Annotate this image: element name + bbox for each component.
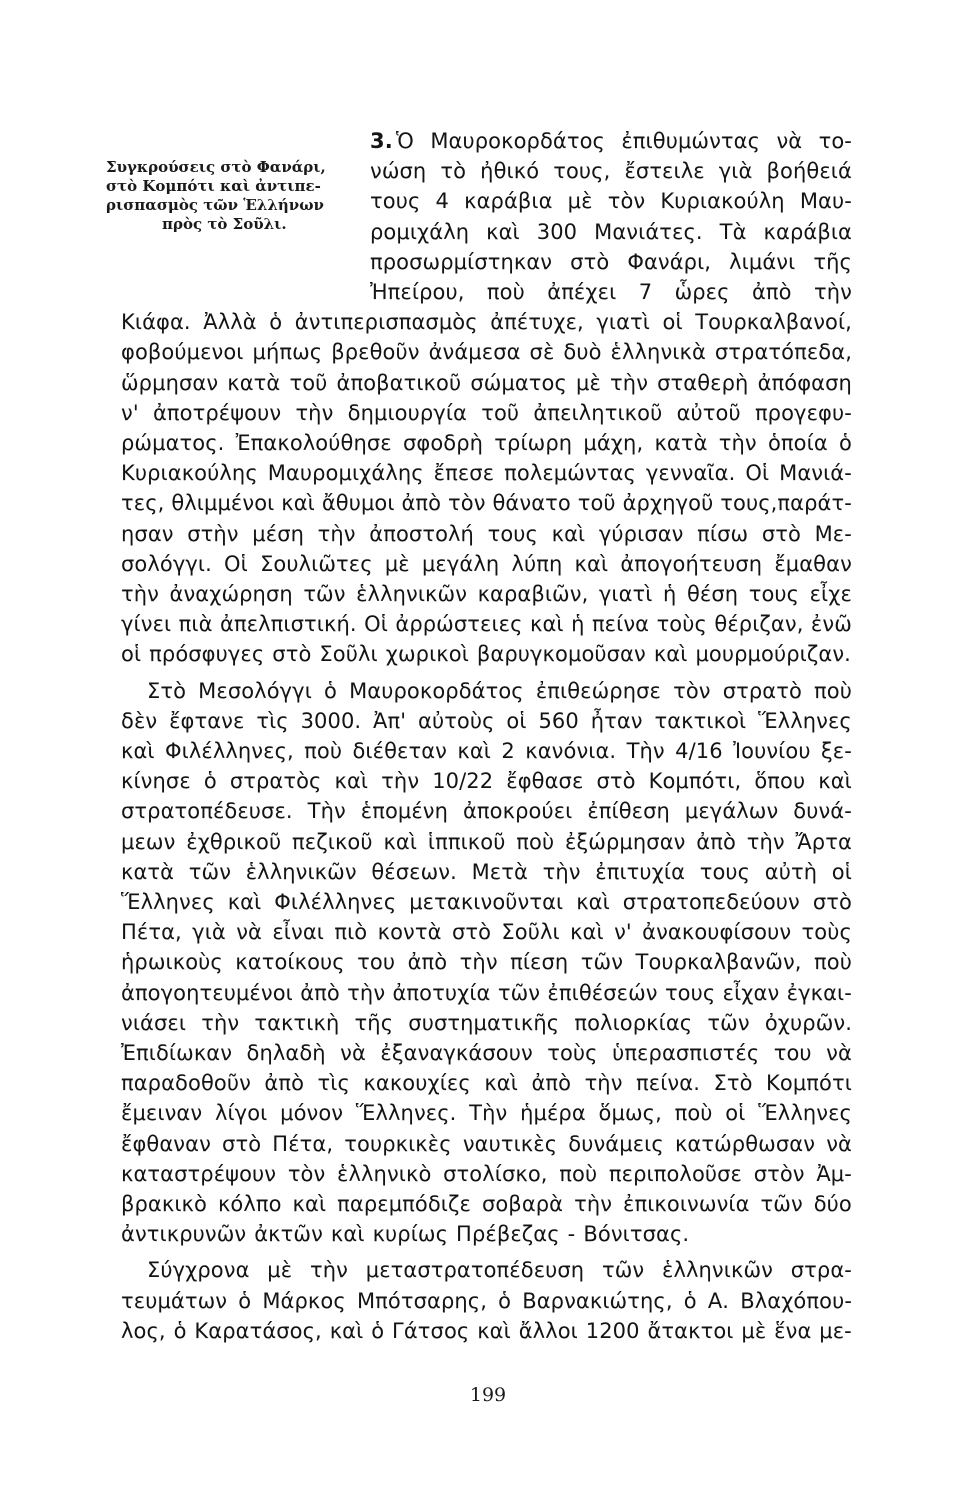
margin-note-line: πρὸς τὸ Σοῦλι. — [162, 215, 287, 233]
text-line: Ὁ Μαυροκορδάτος ἐπιθυμώντας νὰ το- — [396, 129, 852, 153]
text-line: ησαν στὴν μέση τὴν ἀποστολή τους καὶ γύρισαν πίσω στὸ Με- — [121, 522, 852, 546]
text-line: τευμάτων ὁ Μάρκος Μπότσαρης, ὁ Βαρνακιώτης, ὁ Α. Βλαχόπου- — [121, 1289, 852, 1313]
text-line: ἀντικρυνῶν ἀκτῶν καὶ κυρίως Πρέβεζας - Βόνιτσας. — [121, 1222, 690, 1246]
text-line: καταστρέψουν τὸν ἑλληνικὸ στολίσκο, ποὺ περιπολοῦσε στὸν Ἀμ- — [121, 1162, 852, 1186]
text-line: βρακικὸ κόλπο καὶ παρεμπόδιζε σοβαρὰ τὴν ἐπικοινωνία τῶν δύο — [121, 1192, 852, 1216]
text-line: ρώματος. Ἐπακολούθησε σφοδρὴ τρίωρη μάχη, κατὰ τὴν ὁποία ὁ — [121, 431, 852, 455]
text-line: σολόγγι. Οἱ Σουλιῶτες μὲ μεγάλη λύπη καὶ ἀπογοήτευση ἔμαθαν — [121, 552, 852, 576]
text-line: τὴν ἀναχώρηση τῶν ἑλληνικῶν καραβιῶν, γιατὶ ἡ θέση τους εἶχε — [121, 582, 852, 606]
text-line: ρομιχάλη καὶ 300 Μανιάτες. Τὰ καράβια — [370, 220, 852, 244]
text-line: Ἕλληνες καὶ Φιλέλληνες μετακινοῦνται καὶ στρατοπεδεύουν στὸ — [121, 890, 852, 914]
text-line: κίνησε ὁ στρατὸς καὶ τὴν 10/22 ἔφθασε στὸ Κομπότι, ὅπου καὶ — [121, 769, 852, 793]
text-line: νιάσει τὴν τακτικὴ τῆς συστηματικῆς πολιορκίας τῶν ὀχυρῶν. — [121, 1011, 852, 1035]
text-line: στρατοπέδευσε. Τὴν ἑπομένη ἀποκρούει ἐπίθεση μεγάλων δυνά- — [121, 799, 852, 823]
text-line: ὥρμησαν κατὰ τοῦ ἀποβατικοῦ σώματος μὲ τὴν σταθερὴ ἀπόφαση — [121, 371, 852, 395]
text-line: Πέτα, γιὰ νὰ εἶναι πιὸ κοντὰ στὸ Σοῦλι καὶ ν' ἀνακουφίσουν τοὺς — [121, 920, 852, 944]
text-line: Κυριακούλης Μαυρομιχάλης ἔπεσε πολεμώντας γενναῖα. Οἱ Μανιά- — [121, 461, 852, 485]
text-line: ἡρωικοὺς κατοίκους του ἀπὸ τὴν πίεση τῶν Τουρκαλβανῶν, ποὺ — [121, 950, 852, 974]
text-line: ν' ἀποτρέψουν τὴν δημιουργία τοῦ ἀπειλητικοῦ αὐτοῦ προγεφυ- — [121, 401, 852, 425]
text-line: δὲν ἔφτανε τὶς 3000. Ἀπ' αὐτοὺς οἱ 560 ἦταν τακτικοὶ Ἕλληνες — [121, 709, 852, 733]
text-line: λος, ὁ Καρατάσος, καὶ ὁ Γάτσος καὶ ἄλλοι 1200 ἄτακτοι μὲ ἕνα με- — [121, 1319, 852, 1343]
text-line: ἔμειναν λίγοι μόνον Ἕλληνες. Τὴν ἡμέρα ὅμως, ποὺ οἱ Ἕλληνες — [121, 1101, 852, 1125]
text-line: προσωρμίστηκαν στὸ Φανάρι, λιμάνι τῆς — [370, 250, 852, 274]
section-number: 3. — [370, 129, 393, 153]
text-line: κατὰ τῶν ἑλληνικῶν θέσεων. Μετὰ τὴν ἐπιτυχία τους αὐτὴ οἱ — [121, 860, 852, 884]
text-line: τες, θλιμμένοι καὶ ἄθυμοι ἀπὸ τὸν θάνατο τοῦ ἀρχηγοῦ τους,παράτ- — [121, 491, 852, 515]
text-line: ἀπογοητευμένοι ἀπὸ τὴν ἀποτυχία τῶν ἐπιθέσεών τους εἶχαν ἐγκαι- — [121, 981, 852, 1005]
text-line: παραδοθοῦν ἀπὸ τὶς κακουχίες καὶ ἀπὸ τὴν πείνα. Στὸ Κομπότι — [121, 1071, 852, 1095]
page-number: 199 — [469, 1384, 507, 1406]
margin-note-line: στὸ Κομπότι καὶ ἀντιπε- — [106, 177, 321, 195]
text-line: νώση τὸ ἠθικό τους, ἔστειλε γιὰ βοήθειά — [370, 159, 852, 183]
text-line: γίνει πιὰ ἀπελπιστική. Οἱ ἀρρώστειες καὶ ἡ πείνα τοὺς θέριζαν, ἐνῶ — [121, 612, 852, 636]
text-line: φοβούμενοι μήπως βρεθοῦν ἀνάμεσα σὲ δυὸ ἑλληνικὰ στρατόπεδα, — [121, 340, 852, 364]
text-line: Ἠπείρου, ποὺ ἀπέχει 7 ὧρες ἀπὸ τὴν — [370, 280, 852, 304]
text-line: Σύγχρονα μὲ τὴν μεταστρατοπέδευση τῶν ἑλληνικῶν στρα- — [147, 1258, 852, 1282]
text-line: τους 4 καράβια μὲ τὸν Κυριακούλη Μαυ- — [370, 189, 852, 213]
text-line: οἱ πρόσφυγες στὸ Σοῦλι χωρικοὶ βαρυγκομοῦσαν καὶ μουρμούριζαν. — [121, 642, 851, 666]
text-line: μεων ἐχθρικοῦ πεζικοῦ καὶ ἱππικοῦ ποὺ ἐξώρμησαν ἀπὸ τὴν Ἄρτα — [121, 830, 852, 854]
text-line: καὶ Φιλέλληνες, ποὺ διέθεταν καὶ 2 κανόνια. Τὴν 4/16 Ἰουνίου ξε- — [121, 739, 852, 763]
margin-note-line: Συγκρούσεις στὸ Φανάρι, — [106, 158, 326, 176]
text-line: ἔφθαναν στὸ Πέτα, τουρκικὲς ναυτικὲς δυνάμεις κατώρθωσαν νὰ — [121, 1132, 852, 1156]
margin-note-line: ρισπασμὸς τῶν Ἑλλήνων — [106, 196, 324, 214]
text-line: Στὸ Μεσολόγγι ὁ Μαυροκορδάτος ἐπιθεώρησε τὸν στρατὸ ποὺ — [147, 679, 852, 703]
text-line: Ἐπιδίωκαν δηλαδὴ νὰ ἐξαναγκάσουν τοὺς ὑπερασπιστές του νὰ — [121, 1041, 852, 1065]
text-line: Κιάφα. Ἀλλὰ ὁ ἀντιπερισπασμὸς ἀπέτυχε, γιατὶ οἱ Τουρκαλβανοί, — [121, 310, 852, 334]
margin-note — [106, 158, 356, 234]
